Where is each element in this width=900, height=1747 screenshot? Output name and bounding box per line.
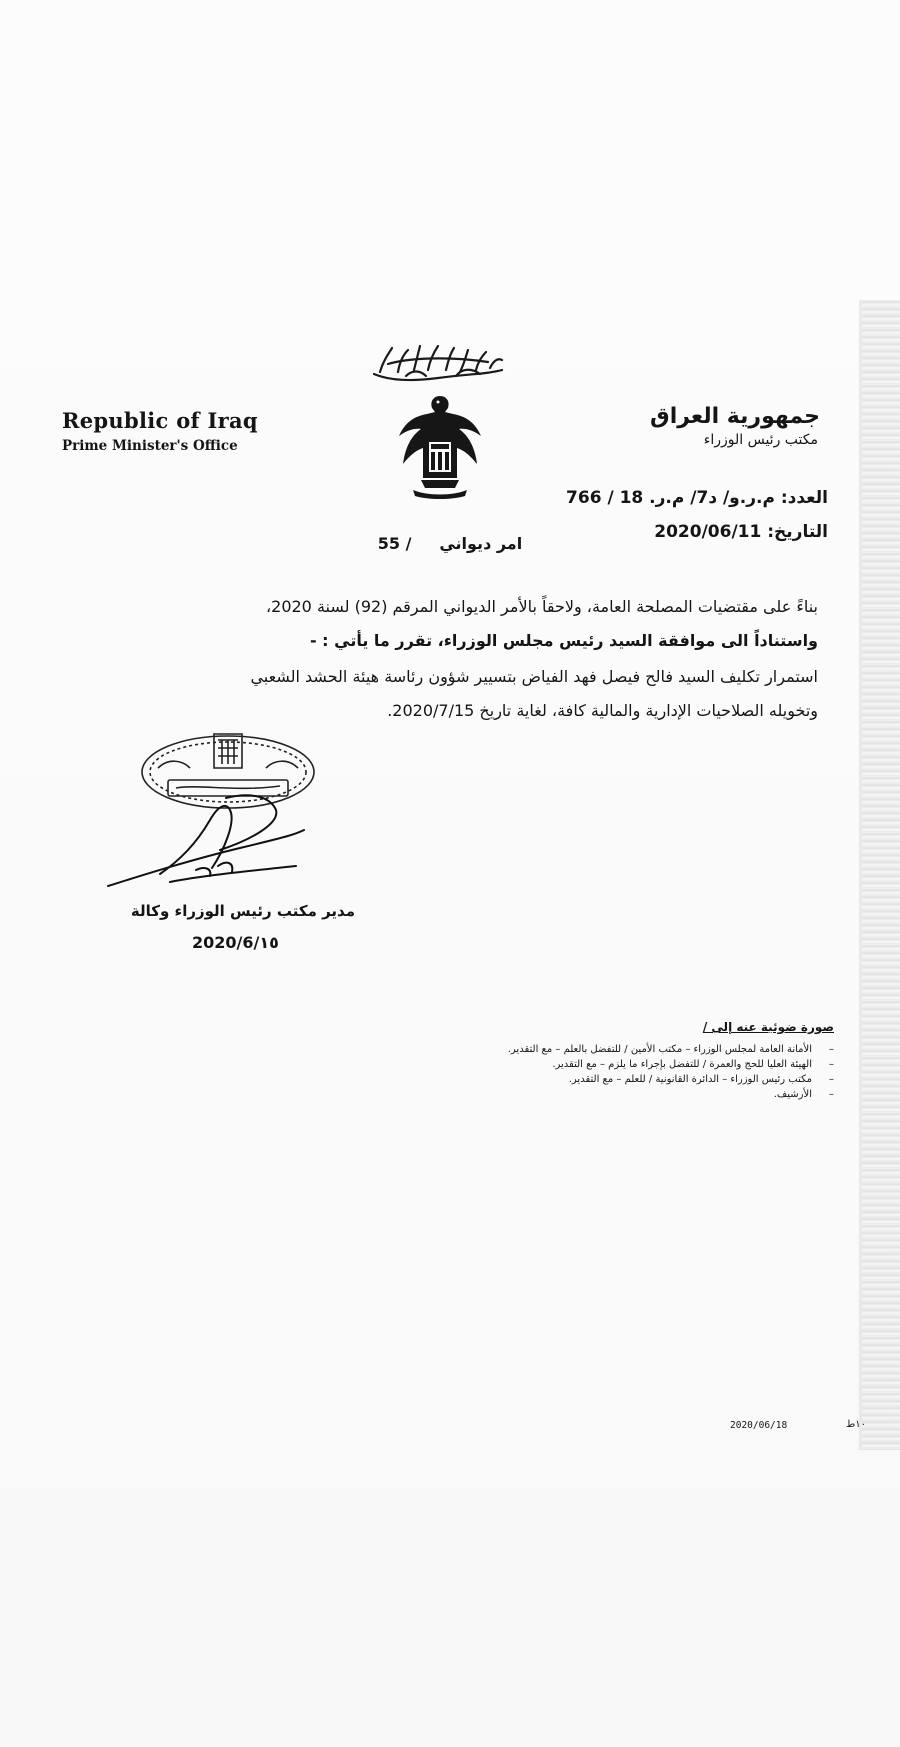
copies-heading: صورة ضوئية عنه إلى / xyxy=(702,1020,834,1034)
body-line-4: وتخويله الصلاحيات الإدارية والمالية كافة، لغاية تاريخ 2020/7/15. xyxy=(387,701,818,720)
copies-list xyxy=(314,1042,834,1102)
list-item: – الهيئة العليا للحج والعمرة / للتفضل بإجراء ما يلزم – مع التقدير. xyxy=(314,1057,834,1072)
list-item: – مكتب رئيس الوزراء – الدائرة القانونية / للعلم – مع التقدير. xyxy=(314,1072,834,1087)
list-item: – الأمانة العامة لمجلس الوزراء – مكتب الأمين / للتفضل بالعلم – مع التقدير. xyxy=(314,1042,834,1057)
reference-value: م.ر.و/ د7/ م.ر. 18 / 766 xyxy=(566,488,775,508)
english-subtitle: Prime Minister's Office xyxy=(62,438,238,454)
arabic-office-title: مكتب رئيس الوزراء xyxy=(703,432,818,448)
body-line-1: بناءً على مقتضيات المصلحة العامة، ولاحقاً بالأمر الديواني المرقم (92) لسنة 2020، xyxy=(265,597,818,616)
footer-date: 2020/06/18 xyxy=(730,1420,788,1431)
footer-mark: ١٠ط xyxy=(846,1419,866,1430)
list-item: – الأرشيف. xyxy=(314,1087,834,1102)
scan-edge-line xyxy=(859,300,862,1450)
order-number: / 55 xyxy=(377,534,412,553)
signatory-title: مدير مكتب رئيس الوزراء وكالة xyxy=(130,902,355,920)
document-date xyxy=(528,522,828,542)
signature-date: 2020/6/١٥ xyxy=(192,933,279,952)
scan-edge-artifact xyxy=(860,300,900,1450)
reference-number xyxy=(468,488,828,508)
arabic-republic-title: جمهورية العراق xyxy=(650,404,820,429)
body-line-3: استمرار تكليف السيد فالح فيصل فهد الفياض بتسيير شؤون رئاسة هيئة الحشد الشعبي xyxy=(250,667,818,686)
body-line-2: واستناداً الى موافقة السيد رئيس مجلس الوزراء، تقرر ما يأتي : - xyxy=(309,631,818,650)
order-label: امر ديواني xyxy=(439,534,523,553)
date-value: 2020/06/11 xyxy=(654,522,762,542)
date-label: التاريخ: xyxy=(767,522,828,542)
handwritten-signature xyxy=(100,790,310,900)
reference-label: العدد: xyxy=(780,488,828,508)
order-title xyxy=(340,534,560,553)
basmala-calligraphy xyxy=(368,340,508,386)
iraq-eagle-emblem-icon xyxy=(397,392,483,500)
english-title: Republic of Iraq xyxy=(62,408,258,433)
